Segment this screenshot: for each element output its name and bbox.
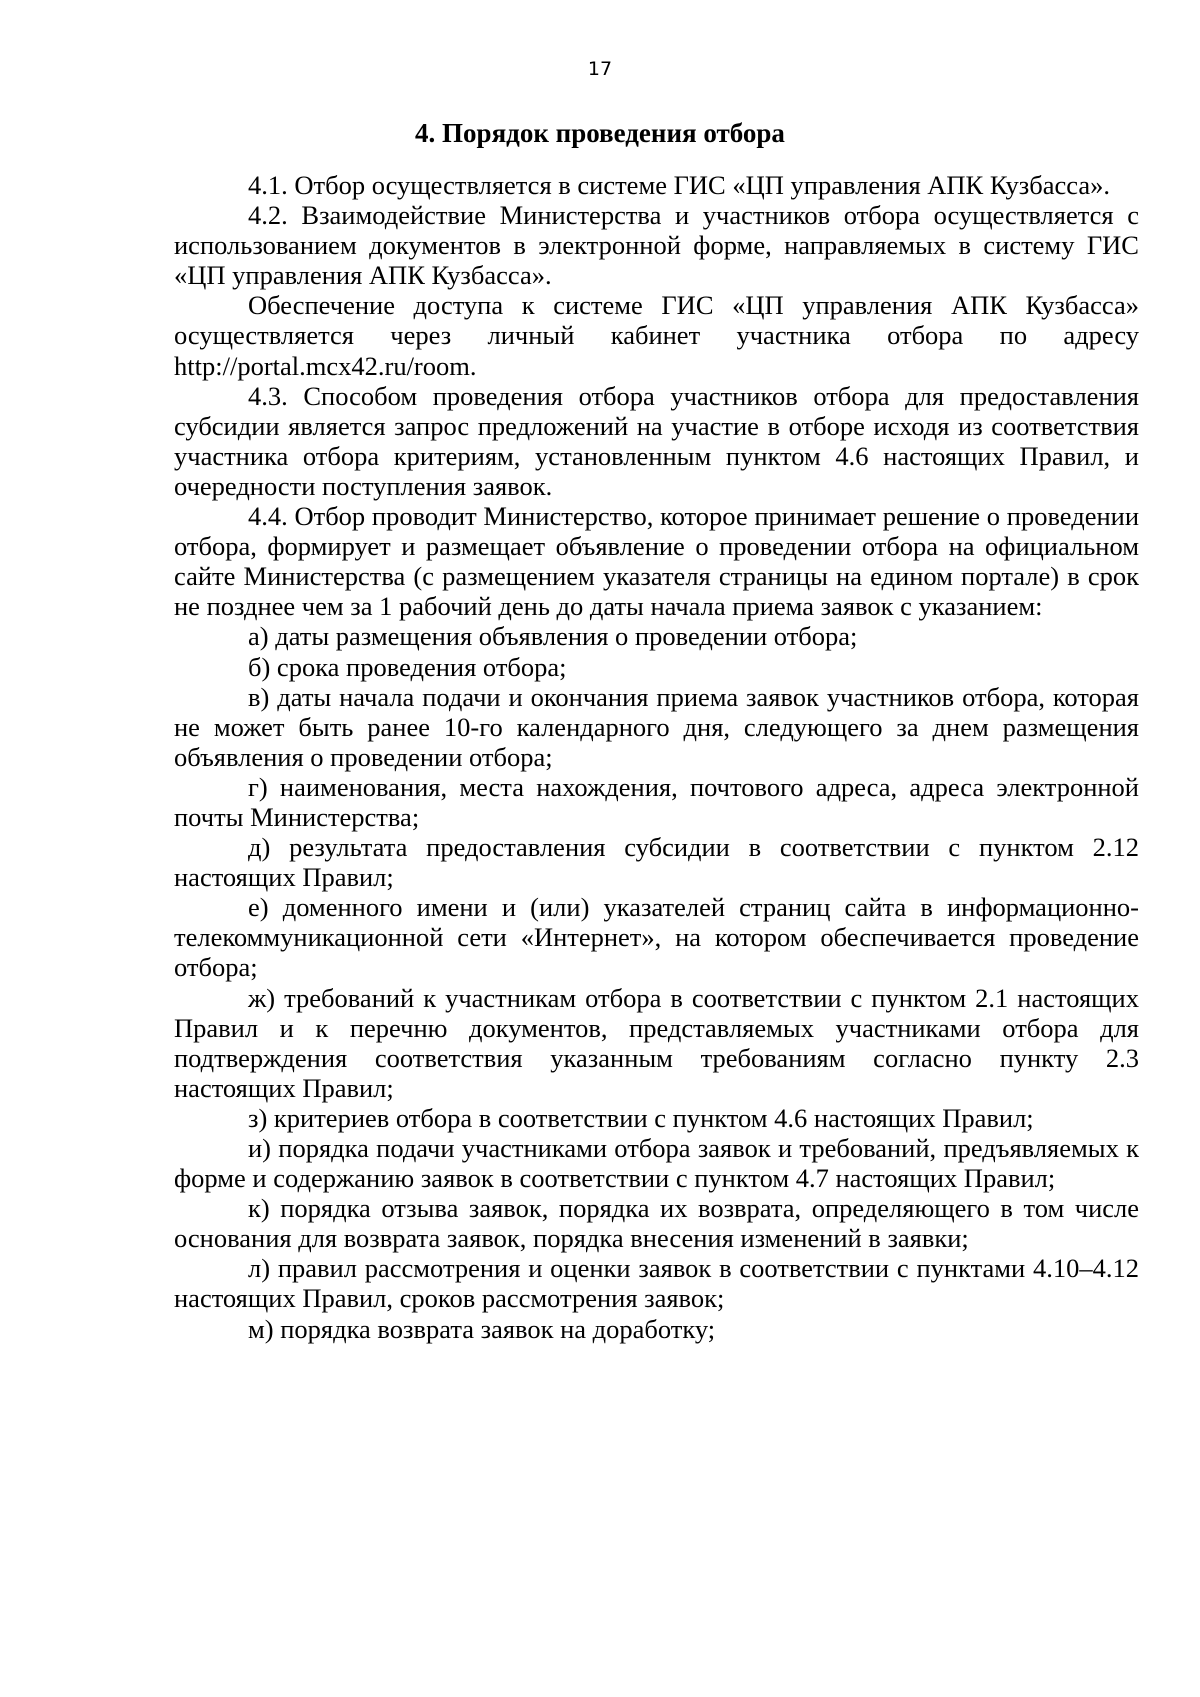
- list-item-a: а) даты размещения объявления о проведении отбора;: [248, 621, 858, 652]
- list-item-d: д) результата предоставления субсидии в соответствии с пунктом 2.12 настоящих Правил;: [174, 832, 1139, 893]
- list-item-z: з) критериев отбора в соответствии с пунктом 4.6 настоящих Правил;: [248, 1102, 1034, 1133]
- list-item-l: л) правил рассмотрения и оценки заявок в соответствии с пунктами 4.10–4.12 настоящих Правил, сроков рассмотрения заявок;: [174, 1253, 1139, 1314]
- paragraph-4-1: 4.1. Отбор осуществляется в системе ГИС «ЦП управления АПК Кузбасса».: [248, 170, 1110, 200]
- paragraph-4-2: 4.2. Взаимодействие Министерства и участников отбора осуществляется с использованием документов в электронной форме, направляемых в систему ГИС «ЦП управления АПК Кузбасса».: [174, 200, 1139, 291]
- list-item-i: и) порядка подачи участниками отбора заявок и требований, предъявляемых к форме и содержанию заявок в соответствии с пунктом 4.7 настоящих Правил;: [174, 1133, 1139, 1194]
- list-item-e: е) доменного имени и (или) указателей страниц сайта в информационно-телекоммуникационной сети «Интернет», на котором обеспечивается проведение отбора;: [174, 892, 1139, 983]
- paragraph-4-3: 4.3. Способом проведения отбора участников отбора для предоставления субсидии является запрос предложений на участие в отборе исходя из соответствия участника отбора критериям, установленным пунктом 4.6 настоящих Правил, и очередности поступления заявок.: [174, 380, 1139, 501]
- list-item-zh: ж) требований к участникам отбора в соответствии с пунктом 2.1 настоящих Правил и к перечню документов, представляемых участниками отбора для подтверждения соответствия указанным требованиям согласно пункту 2.3 настоящих Правил;: [174, 982, 1139, 1103]
- list-item-g: г) наименования, места нахождения, почтового адреса, адреса электронной почты Министерства;: [174, 771, 1139, 832]
- list-item-b: б) срока проведения отбора;: [248, 651, 567, 682]
- list-item-v: в) даты начала подачи и окончания приема заявок участников отбора, которая не может быть ранее 10-го календарного дня, следующего за днем размещения объявления о проведении отбора;: [174, 681, 1139, 772]
- paragraph-4-4: 4.4. Отбор проводит Министерство, которое принимает решение о проведении отбора, формирует и размещает объявление о проведении отбора на официальном сайте Министерства (с размещением указателя страницы на едином портале) в срок не позднее чем за 1 рабочий день до даты начала приема заявок с указанием:: [174, 501, 1139, 622]
- list-item-m: м) порядка возврата заявок на доработку;: [248, 1313, 716, 1344]
- page-number: 17: [587, 58, 613, 80]
- document-body: [174, 170, 1139, 1344]
- section-title: 4. Порядок проведения отбора: [415, 118, 785, 148]
- paragraph-access: Обеспечение доступа к системе ГИС «ЦП управления АПК Кузбасса» осуществляется через личный кабинет участника отбора по адресу http://portal.mcx42.ru/room.: [174, 290, 1139, 381]
- list-item-k: к) порядка отзыва заявок, порядка их возврата, определяющего в том числе основания для возврата заявок, порядка внесения изменений в заявки;: [174, 1193, 1139, 1254]
